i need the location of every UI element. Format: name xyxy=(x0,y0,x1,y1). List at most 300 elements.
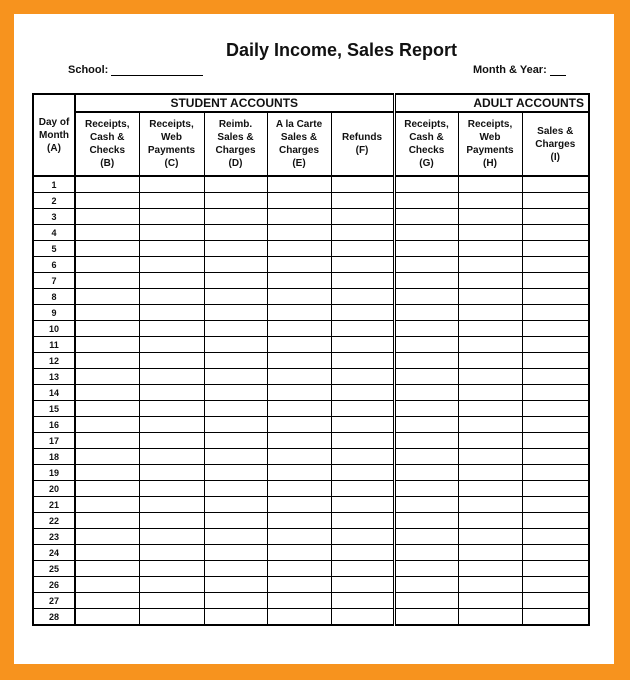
column-header-line: Charges xyxy=(535,138,576,150)
adult-column-header xyxy=(394,112,458,176)
entry-cell[interactable] xyxy=(267,305,331,321)
entry-cell[interactable] xyxy=(75,369,139,385)
entry-cell[interactable] xyxy=(267,561,331,577)
day-number: 22 xyxy=(33,513,75,529)
entry-cell[interactable] xyxy=(75,465,139,481)
entry-cell[interactable] xyxy=(204,433,267,449)
entry-cell[interactable] xyxy=(204,513,267,529)
entry-cell[interactable] xyxy=(204,257,267,273)
entry-cell[interactable] xyxy=(458,545,522,561)
day-number: 7 xyxy=(33,273,75,289)
entry-cell[interactable] xyxy=(331,481,394,497)
entry-cell[interactable] xyxy=(204,449,267,465)
entry-cell[interactable] xyxy=(139,449,204,465)
entry-cell[interactable] xyxy=(139,273,204,289)
entry-cell[interactable] xyxy=(204,305,267,321)
entry-cell[interactable] xyxy=(394,497,458,513)
entry-cell[interactable] xyxy=(267,289,331,305)
entry-cell[interactable] xyxy=(204,465,267,481)
entry-cell[interactable] xyxy=(458,433,522,449)
entry-cell[interactable] xyxy=(75,257,139,273)
column-header-line: Checks xyxy=(89,145,126,156)
entry-cell[interactable] xyxy=(458,593,522,609)
day-number: 26 xyxy=(33,577,75,593)
column-header-line: A la Carte xyxy=(275,119,323,130)
entry-cell[interactable] xyxy=(522,593,589,609)
entry-cell[interactable] xyxy=(522,497,589,513)
entry-cell[interactable] xyxy=(522,321,589,337)
entry-cell[interactable] xyxy=(204,401,267,417)
entry-cell[interactable] xyxy=(458,417,522,433)
entry-cell[interactable] xyxy=(75,353,139,369)
entry-cell[interactable] xyxy=(458,241,522,257)
column-header-line: (G) xyxy=(419,158,434,169)
day-number: 28 xyxy=(33,609,75,626)
column-header-line: Checks xyxy=(408,145,445,156)
entry-cell[interactable] xyxy=(75,497,139,513)
day-number: 16 xyxy=(33,417,75,433)
entry-cell[interactable] xyxy=(394,513,458,529)
day-number: 3 xyxy=(33,209,75,225)
entry-cell[interactable] xyxy=(204,369,267,385)
table-row xyxy=(33,481,589,497)
entry-cell[interactable] xyxy=(394,433,458,449)
entry-cell[interactable] xyxy=(331,289,394,305)
entry-cell[interactable] xyxy=(139,417,204,433)
entry-cell[interactable] xyxy=(458,529,522,545)
entry-cell[interactable] xyxy=(522,385,589,401)
entry-cell[interactable] xyxy=(394,321,458,337)
entry-cell[interactable] xyxy=(139,241,204,257)
entry-cell[interactable] xyxy=(75,561,139,577)
entry-cell[interactable] xyxy=(522,513,589,529)
entry-cell[interactable] xyxy=(458,289,522,305)
school-input-line[interactable] xyxy=(111,64,203,76)
entry-cell[interactable] xyxy=(204,545,267,561)
entry-cell[interactable] xyxy=(267,401,331,417)
entry-cell[interactable] xyxy=(522,609,589,626)
table-row xyxy=(33,401,589,417)
entry-cell[interactable] xyxy=(331,497,394,513)
entry-cell[interactable] xyxy=(267,353,331,369)
entry-cell[interactable] xyxy=(522,305,589,321)
entry-cell[interactable] xyxy=(139,209,204,225)
entry-cell[interactable] xyxy=(139,225,204,241)
entry-cell[interactable] xyxy=(458,513,522,529)
entry-cell[interactable] xyxy=(331,385,394,401)
day-number: 21 xyxy=(33,497,75,513)
entry-cell[interactable] xyxy=(458,385,522,401)
entry-cell[interactable] xyxy=(394,385,458,401)
column-header-line: (I) xyxy=(550,151,560,163)
column-header-line: Payments xyxy=(147,145,196,156)
student-accounts-header: STUDENT ACCOUNTS xyxy=(75,94,394,112)
entry-cell[interactable] xyxy=(458,337,522,353)
entry-cell[interactable] xyxy=(267,369,331,385)
entry-cell[interactable] xyxy=(458,481,522,497)
day-number: 20 xyxy=(33,481,75,497)
school-field xyxy=(68,64,203,76)
column-header-line: Charges xyxy=(278,145,319,156)
entry-cell[interactable] xyxy=(458,465,522,481)
entry-cell[interactable] xyxy=(394,561,458,577)
column-header-line: Sales & xyxy=(280,132,318,143)
column-header-line: Sales & xyxy=(537,125,574,137)
entry-cell[interactable] xyxy=(204,385,267,401)
table-row xyxy=(33,561,589,577)
entry-cell[interactable] xyxy=(204,577,267,593)
entry-cell[interactable] xyxy=(75,481,139,497)
column-header-line: (C) xyxy=(164,158,179,169)
student-column-header xyxy=(139,112,204,176)
entry-cell[interactable] xyxy=(75,289,139,305)
entry-cell[interactable] xyxy=(267,193,331,209)
entry-cell[interactable] xyxy=(267,433,331,449)
entry-cell[interactable] xyxy=(75,529,139,545)
day-number: 17 xyxy=(33,433,75,449)
table-row xyxy=(33,609,589,626)
entry-cell[interactable] xyxy=(139,577,204,593)
table-row xyxy=(33,321,589,337)
entry-cell[interactable] xyxy=(331,545,394,561)
day-header-line: Month xyxy=(39,129,69,141)
entry-cell[interactable] xyxy=(204,529,267,545)
entry-cell[interactable] xyxy=(204,593,267,609)
entry-cell[interactable] xyxy=(394,481,458,497)
entry-cell[interactable] xyxy=(267,577,331,593)
entry-cell[interactable] xyxy=(331,513,394,529)
entry-cell[interactable] xyxy=(331,417,394,433)
entry-cell[interactable] xyxy=(331,257,394,273)
column-header-line: Refunds xyxy=(342,132,382,143)
entry-cell[interactable] xyxy=(394,545,458,561)
entry-cell[interactable] xyxy=(75,513,139,529)
entry-cell[interactable] xyxy=(139,305,204,321)
entry-cell[interactable] xyxy=(204,176,267,193)
entry-cell[interactable] xyxy=(458,321,522,337)
entry-cell[interactable] xyxy=(394,209,458,225)
entry-cell[interactable] xyxy=(331,465,394,481)
entry-cell[interactable] xyxy=(75,593,139,609)
entry-cell[interactable] xyxy=(458,193,522,209)
entry-cell[interactable] xyxy=(75,321,139,337)
entry-cell[interactable] xyxy=(139,321,204,337)
entry-cell[interactable] xyxy=(139,353,204,369)
table-row xyxy=(33,305,589,321)
entry-cell[interactable] xyxy=(139,193,204,209)
column-header-line: Web xyxy=(479,132,501,143)
entry-cell[interactable] xyxy=(458,176,522,193)
entry-cell[interactable] xyxy=(267,337,331,353)
entry-cell[interactable] xyxy=(394,257,458,273)
table-row xyxy=(33,225,589,241)
entry-cell[interactable] xyxy=(204,353,267,369)
entry-cell[interactable] xyxy=(75,273,139,289)
entry-cell[interactable] xyxy=(331,609,394,626)
entry-cell[interactable] xyxy=(267,497,331,513)
table-row xyxy=(33,289,589,305)
entry-cell[interactable] xyxy=(394,241,458,257)
table-row xyxy=(33,273,589,289)
entry-cell[interactable] xyxy=(267,513,331,529)
entry-cell[interactable] xyxy=(75,241,139,257)
column-header-line: (B) xyxy=(100,158,115,169)
entry-cell[interactable] xyxy=(522,337,589,353)
day-number: 1 xyxy=(33,176,75,193)
entry-cell[interactable] xyxy=(331,305,394,321)
entry-cell[interactable] xyxy=(267,529,331,545)
entry-cell[interactable] xyxy=(204,321,267,337)
school-label: School: xyxy=(68,64,109,76)
entry-cell[interactable] xyxy=(75,433,139,449)
entry-cell[interactable] xyxy=(394,401,458,417)
entry-cell[interactable] xyxy=(522,289,589,305)
entry-cell[interactable] xyxy=(139,433,204,449)
entry-cell[interactable] xyxy=(394,225,458,241)
entry-cell[interactable] xyxy=(394,369,458,385)
entry-cell[interactable] xyxy=(204,497,267,513)
day-number: 5 xyxy=(33,241,75,257)
entry-cell[interactable] xyxy=(331,241,394,257)
day-number: 25 xyxy=(33,561,75,577)
entry-cell[interactable] xyxy=(394,529,458,545)
entry-cell[interactable] xyxy=(394,449,458,465)
entry-cell[interactable] xyxy=(331,561,394,577)
column-header-line: Receipts, xyxy=(404,119,449,130)
entry-cell[interactable] xyxy=(204,417,267,433)
day-number: 10 xyxy=(33,321,75,337)
entry-cell[interactable] xyxy=(331,449,394,465)
entry-cell[interactable] xyxy=(331,337,394,353)
column-header-line: Payments xyxy=(466,145,514,156)
day-number: 18 xyxy=(33,449,75,465)
report-page xyxy=(14,14,614,664)
entry-cell[interactable] xyxy=(522,369,589,385)
entry-cell[interactable] xyxy=(75,176,139,193)
entry-cell[interactable] xyxy=(458,561,522,577)
entry-cell[interactable] xyxy=(522,545,589,561)
table-row xyxy=(33,193,589,209)
entry-cell[interactable] xyxy=(139,481,204,497)
entry-cell[interactable] xyxy=(331,353,394,369)
entry-cell[interactable] xyxy=(204,561,267,577)
entry-cell[interactable] xyxy=(331,369,394,385)
entry-cell[interactable] xyxy=(139,561,204,577)
entry-cell[interactable] xyxy=(267,257,331,273)
entry-cell[interactable] xyxy=(267,209,331,225)
entry-cell[interactable] xyxy=(522,465,589,481)
table-row xyxy=(33,577,589,593)
day-number: 12 xyxy=(33,353,75,369)
entry-cell[interactable] xyxy=(267,481,331,497)
entry-cell[interactable] xyxy=(75,385,139,401)
entry-cell[interactable] xyxy=(394,305,458,321)
column-header-line: (E) xyxy=(292,158,306,169)
entry-cell[interactable] xyxy=(267,593,331,609)
entry-cell[interactable] xyxy=(75,449,139,465)
entry-cell[interactable] xyxy=(394,465,458,481)
day-number: 13 xyxy=(33,369,75,385)
entry-cell[interactable] xyxy=(204,225,267,241)
entry-cell[interactable] xyxy=(204,289,267,305)
entry-cell[interactable] xyxy=(267,321,331,337)
entry-cell[interactable] xyxy=(75,577,139,593)
entry-cell[interactable] xyxy=(458,497,522,513)
entry-cell[interactable] xyxy=(139,385,204,401)
column-header-line: Charges xyxy=(215,145,256,156)
day-number: 27 xyxy=(33,593,75,609)
entry-cell[interactable] xyxy=(394,577,458,593)
entry-cell[interactable] xyxy=(331,401,394,417)
entry-cell[interactable] xyxy=(75,609,139,626)
student-column-header xyxy=(267,112,331,176)
day-number: 19 xyxy=(33,465,75,481)
entry-cell[interactable] xyxy=(458,273,522,289)
entry-cell[interactable] xyxy=(522,273,589,289)
entry-cell[interactable] xyxy=(75,545,139,561)
entry-cell[interactable] xyxy=(139,257,204,273)
entry-cell[interactable] xyxy=(394,193,458,209)
entry-cell[interactable] xyxy=(522,225,589,241)
entry-cell[interactable] xyxy=(204,337,267,353)
entry-cell[interactable] xyxy=(204,209,267,225)
entry-cell[interactable] xyxy=(331,225,394,241)
entry-cell[interactable] xyxy=(522,481,589,497)
entry-cell[interactable] xyxy=(267,609,331,626)
column-header-line: Sales & xyxy=(217,132,254,143)
entry-cell[interactable] xyxy=(522,417,589,433)
day-of-month-header xyxy=(33,94,75,176)
report-table xyxy=(32,93,590,626)
entry-cell[interactable] xyxy=(331,273,394,289)
entry-cell[interactable] xyxy=(394,176,458,193)
table-row xyxy=(33,337,589,353)
entry-cell[interactable] xyxy=(394,593,458,609)
entry-cell[interactable] xyxy=(394,289,458,305)
entry-cell[interactable] xyxy=(522,353,589,369)
entry-cell[interactable] xyxy=(267,385,331,401)
entry-cell[interactable] xyxy=(267,545,331,561)
entry-cell[interactable] xyxy=(331,209,394,225)
entry-cell[interactable] xyxy=(458,225,522,241)
entry-cell[interactable] xyxy=(139,529,204,545)
entry-cell[interactable] xyxy=(522,401,589,417)
column-header-line: Receipts, xyxy=(85,119,130,130)
entry-cell[interactable] xyxy=(522,193,589,209)
entry-cell[interactable] xyxy=(458,609,522,626)
entry-cell[interactable] xyxy=(139,401,204,417)
adult-column-header xyxy=(522,112,589,176)
entry-cell[interactable] xyxy=(75,337,139,353)
entry-cell[interactable] xyxy=(522,257,589,273)
entry-cell[interactable] xyxy=(139,513,204,529)
entry-cell[interactable] xyxy=(75,305,139,321)
entry-cell[interactable] xyxy=(458,209,522,225)
entry-cell[interactable] xyxy=(267,241,331,257)
student-column-header xyxy=(331,112,394,176)
table-row xyxy=(33,497,589,513)
entry-cell[interactable] xyxy=(394,609,458,626)
entry-cell[interactable] xyxy=(522,209,589,225)
student-column-header xyxy=(204,112,267,176)
entry-cell[interactable] xyxy=(394,417,458,433)
table-row xyxy=(33,417,589,433)
entry-cell[interactable] xyxy=(522,176,589,193)
table-row xyxy=(33,433,589,449)
entry-cell[interactable] xyxy=(139,609,204,626)
entry-cell[interactable] xyxy=(522,241,589,257)
entry-cell[interactable] xyxy=(394,337,458,353)
entry-cell[interactable] xyxy=(522,449,589,465)
entry-cell[interactable] xyxy=(331,577,394,593)
entry-cell[interactable] xyxy=(458,401,522,417)
entry-cell[interactable] xyxy=(331,529,394,545)
entry-cell[interactable] xyxy=(458,449,522,465)
entry-cell[interactable] xyxy=(331,433,394,449)
entry-cell[interactable] xyxy=(75,401,139,417)
entry-cell[interactable] xyxy=(204,609,267,626)
entry-cell[interactable] xyxy=(139,176,204,193)
entry-cell[interactable] xyxy=(267,176,331,193)
entry-cell[interactable] xyxy=(75,225,139,241)
entry-cell[interactable] xyxy=(204,273,267,289)
entry-cell[interactable] xyxy=(331,321,394,337)
entry-cell[interactable] xyxy=(522,433,589,449)
group-header-row xyxy=(33,94,589,112)
entry-cell[interactable] xyxy=(267,225,331,241)
entry-cell[interactable] xyxy=(139,497,204,513)
entry-cell[interactable] xyxy=(458,577,522,593)
entry-cell[interactable] xyxy=(204,241,267,257)
column-header-line: (F) xyxy=(355,145,369,156)
entry-cell[interactable] xyxy=(267,273,331,289)
entry-cell[interactable] xyxy=(394,273,458,289)
day-number: 9 xyxy=(33,305,75,321)
entry-cell[interactable] xyxy=(522,577,589,593)
entry-cell[interactable] xyxy=(139,545,204,561)
entry-cell[interactable] xyxy=(204,193,267,209)
table-row xyxy=(33,353,589,369)
table-row xyxy=(33,545,589,561)
entry-cell[interactable] xyxy=(139,289,204,305)
entry-cell[interactable] xyxy=(458,305,522,321)
entry-cell[interactable] xyxy=(522,561,589,577)
entry-cell[interactable] xyxy=(458,353,522,369)
entry-cell[interactable] xyxy=(267,449,331,465)
entry-cell[interactable] xyxy=(139,369,204,385)
entry-cell[interactable] xyxy=(331,593,394,609)
entry-cell[interactable] xyxy=(522,529,589,545)
month-year-input-line[interactable] xyxy=(550,64,566,76)
entry-cell[interactable] xyxy=(204,481,267,497)
entry-cell[interactable] xyxy=(139,337,204,353)
entry-cell[interactable] xyxy=(139,593,204,609)
entry-cell[interactable] xyxy=(331,193,394,209)
entry-cell[interactable] xyxy=(267,417,331,433)
day-number: 14 xyxy=(33,385,75,401)
entry-cell[interactable] xyxy=(75,209,139,225)
entry-cell[interactable] xyxy=(267,465,331,481)
adult-accounts-header: ADULT ACCOUNTS xyxy=(394,94,589,112)
entry-cell[interactable] xyxy=(331,176,394,193)
entry-cell[interactable] xyxy=(458,257,522,273)
entry-cell[interactable] xyxy=(458,369,522,385)
entry-cell[interactable] xyxy=(394,353,458,369)
entry-cell[interactable] xyxy=(139,465,204,481)
table-row xyxy=(33,593,589,609)
entry-cell[interactable] xyxy=(75,417,139,433)
entry-cell[interactable] xyxy=(75,193,139,209)
